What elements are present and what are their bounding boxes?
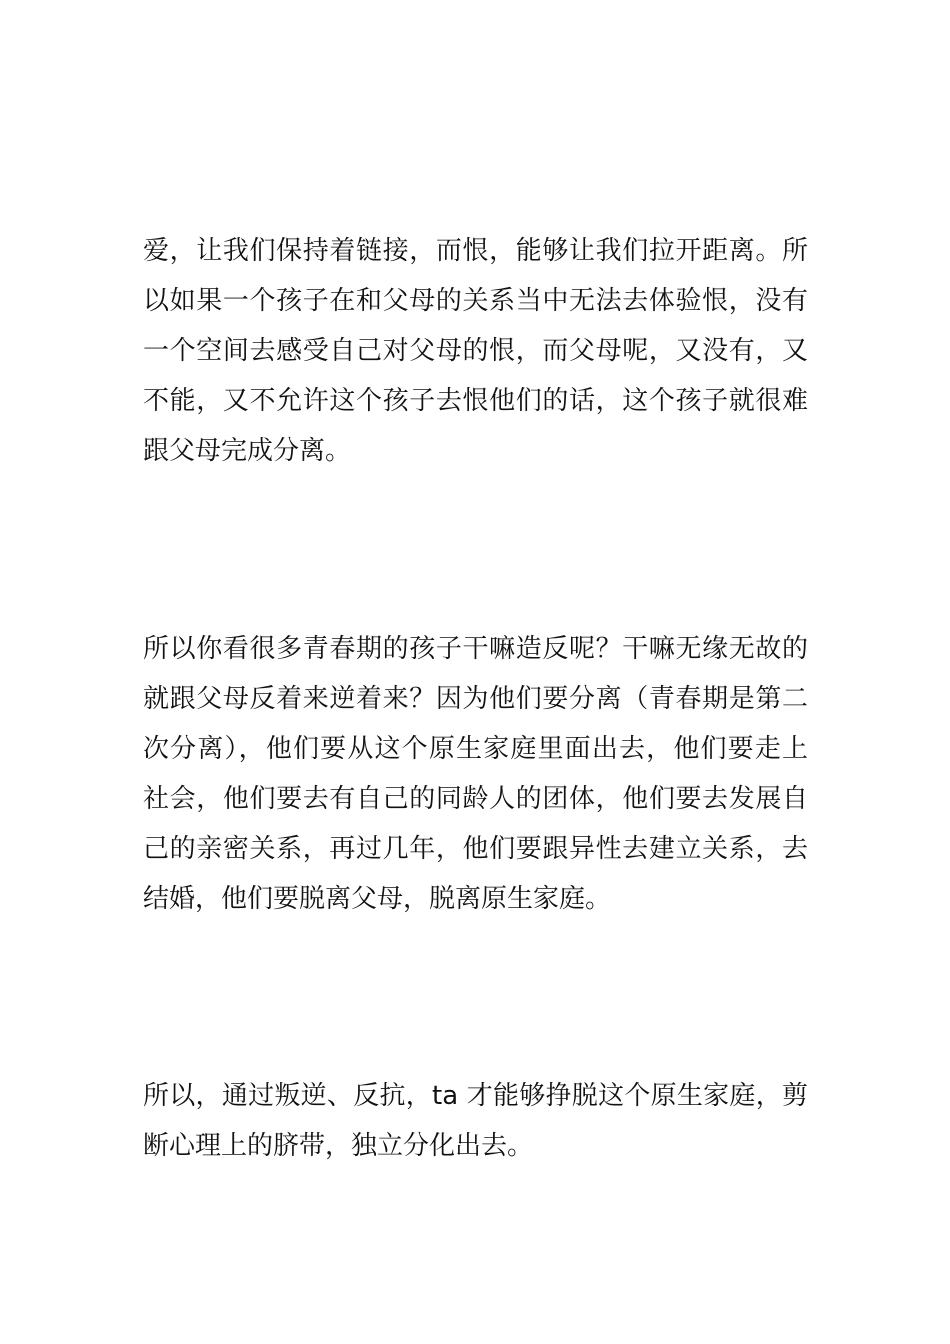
text-line: 就跟父母反着来逆着来？因为他们要分离（青春期是第二 [143,684,808,714]
text-line: 跟父母完成分离。 [143,436,352,466]
text-line: 次分离），他们要从这个原生家庭里面出去，他们要走上 [143,734,808,764]
text-line: 社会，他们要去有自己的同龄人的团体，他们要去发展自 [143,784,808,814]
text-line: 所以，通过叛逆、反抗，ta 才能够挣脱这个原生家庭，剪 [143,1081,808,1111]
text-line: 不能，又不允许这个孩子去恨他们的话，这个孩子就很难 [143,386,808,416]
text-line: 以如果一个孩子在和父母的关系当中无法去体验恨，没有 [143,286,808,316]
paragraph [143,1071,808,1171]
text-line: 断心理上的脐带，独立分化出去。 [143,1131,534,1161]
text-line: 爱，让我们保持着链接，而恨，能够让我们拉开距离。所 [143,236,808,266]
text-line: 一个空间去感受自己对父母的恨，而父母呢，又没有，又 [143,336,808,366]
text-line: 结婚，他们要脱离父母，脱离原生家庭。 [143,884,612,914]
text-line: 己的亲密关系，再过几年，他们要跟异性去建立关系，去 [143,834,808,864]
paragraph [143,226,808,476]
text-line: 所以你看很多青春期的孩子干嘛造反呢？干嘛无缘无故的 [143,634,808,664]
paragraph [143,624,808,924]
